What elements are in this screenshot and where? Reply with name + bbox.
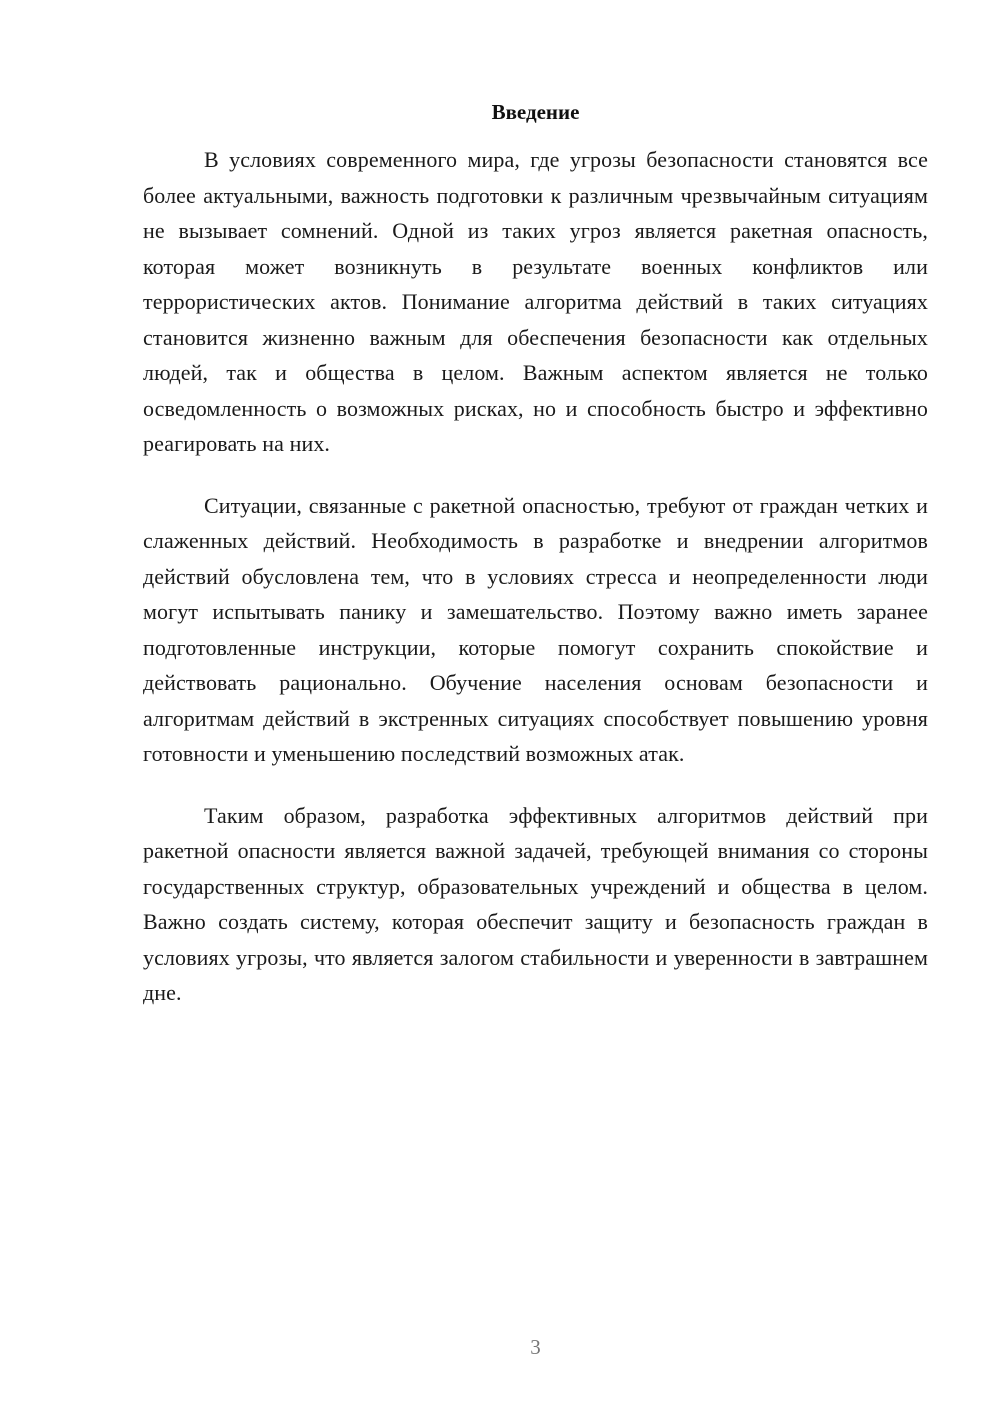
body-text — [143, 142, 928, 1037]
paragraph-2: Ситуации, связанные с ракетной опасностью, требуют от граждан четких и слаженных действий. Необходимость в разработке и внедрении алгоритмов действий обусловлена тем, что в условиях стресса и неопределенности люди могут испытывать панику и замешательство. Поэтому важно иметь заранее подготовленные инструкции, которые помогут сохранить спокойствие и действовать рационально. Обучение населения основам безопасности и алгоритмам действий в экстренных ситуациях способствует повышению уровня готовности и уменьшению последствий возможных атак. — [143, 492, 928, 766]
section-title: Введение — [491, 100, 580, 124]
paragraph-1: В условиях современного мира, где угрозы безопасности становятся все более актуальными, важность подготовки к различным чрезвычайным ситуациям не вызывает сомнений. Одной из таких угроз является ракетная опасность, которая может возникнуть в результате военных конфликтов или террористических актов. Понимание алгоритма действий в таких ситуациях становится жизненно важным для обеспечения безопасности как отдельных людей, так и общества в целом. Важным аспектом является не только осведомленность о возможных рисках, но и способность быстро и эффективно реагировать на них. — [143, 147, 928, 456]
page-number: 3 — [530, 1335, 541, 1359]
paragraph-3: Таким образом, разработка эффективных алгоритмов действий при ракетной опасности является важной задачей, требующей внимания со стороны государственных структур, образовательных учреждений и общества в целом. Важно создать систему, которая обеспечит защиту и безопасность граждан в условиях угрозы, что является залогом стабильности и уверенности в завтрашнем дне. — [143, 802, 928, 1005]
